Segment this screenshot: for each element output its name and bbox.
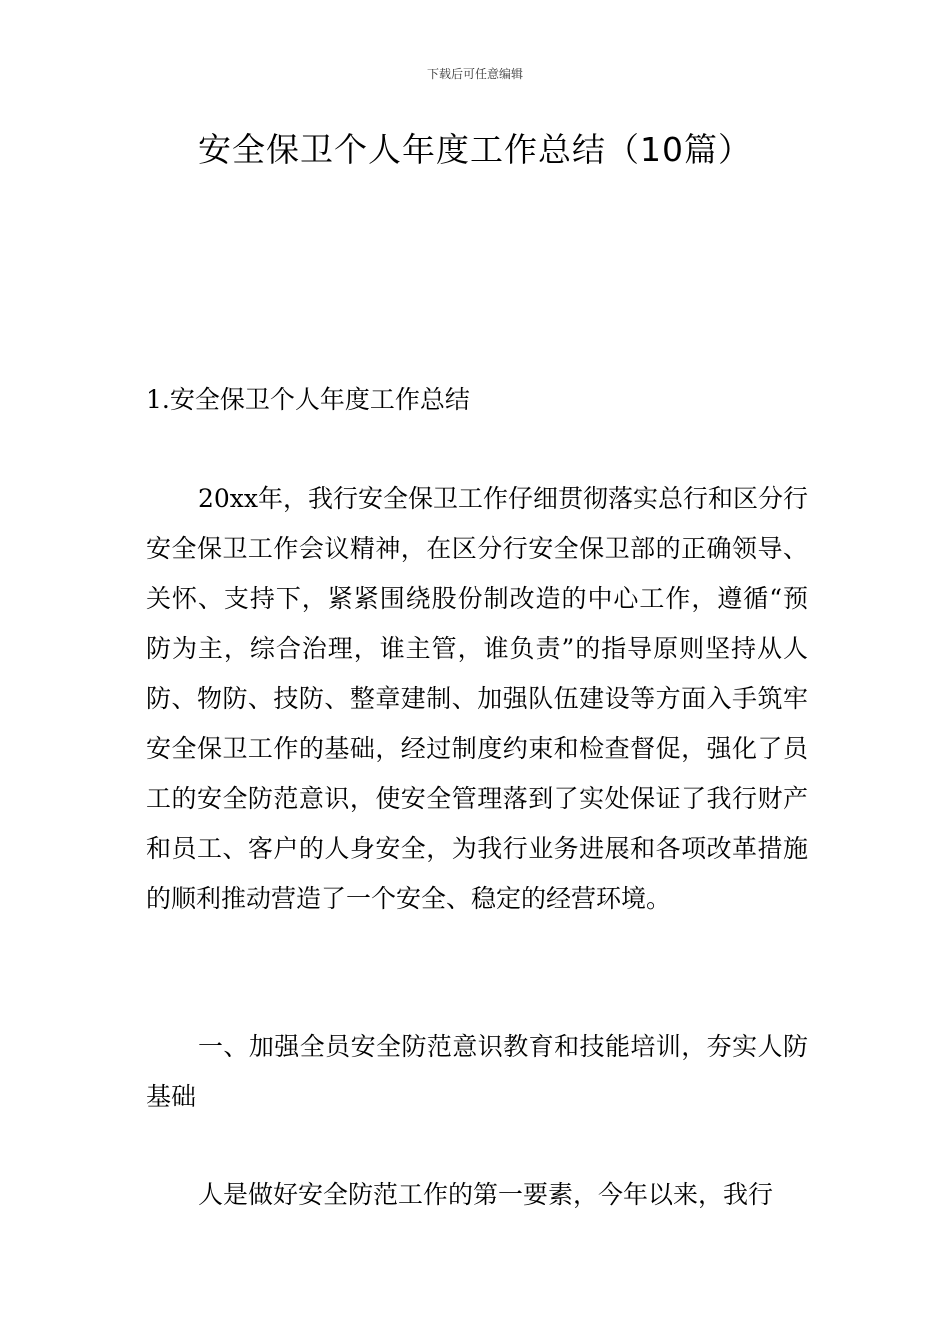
body-paragraph-subheading: 一、加强全员安全防范意识教育和技能培训，夯实人防基础 xyxy=(146,1032,808,1111)
document-title: 安全保卫个人年度工作总结（10篇） xyxy=(198,130,752,169)
body-paragraph-continued: 人是做好安全防范工作的第一要素，今年以来，我行 xyxy=(198,1180,774,1209)
download-note: 下载后可任意编辑 xyxy=(426,67,523,81)
section-heading: 1.安全保卫个人年度工作总结 xyxy=(146,385,470,414)
body-paragraph-intro: 20xx年，我行安全保卫工作仔细贯彻落实总行和区分行安全保卫工作会议精神，在区分行安全保卫部的正确领导、关怀、支持下，紧紧围绕股份制改造的中心工作，遵循“预防为主，综合治理，谁主管，谁负责”的指导原则坚持从人防、物防、技防、整章建制、加强队伍建设等方面入手筑牢安全保卫工作的基础，经过制度约束和检查督促，强化了员工的安全防范意识，使安全管理落到了实处保证了我行财产和员工、客户的人身安全，为我行业务进展和各项改革措施的顺利推动营造了一个安全、稳定的经营环境。 xyxy=(146,484,809,913)
